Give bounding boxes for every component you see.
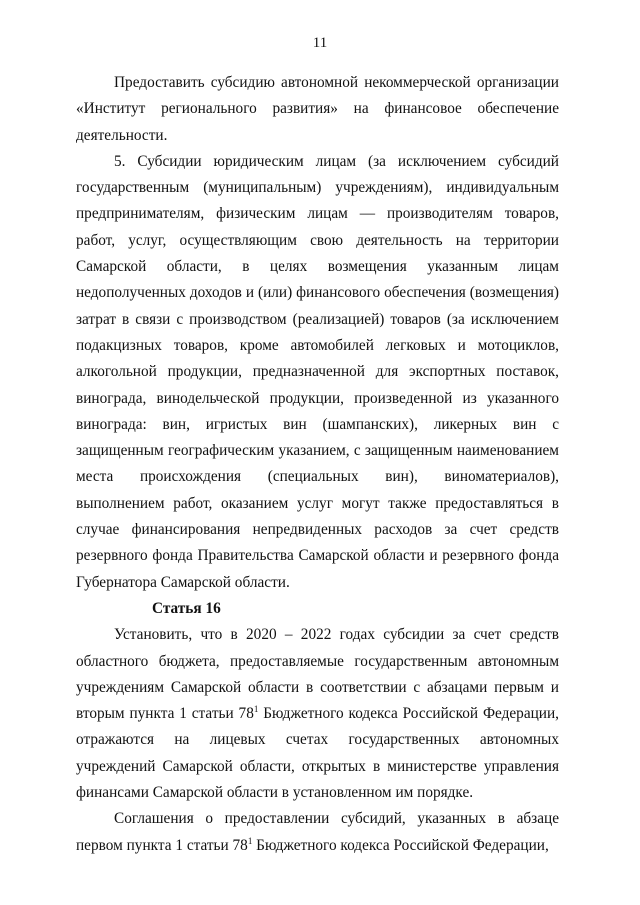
paragraph-item-5: 5. Субсидии юридическим лицам (за исключением субсидий государственным (муниципальным) учреждениям), индивидуальным предпринимателям, физическим лицам — производителям товаров, работ, услуг, осуществляющим свою деятельность на территории Самарской области, в целях возмещения указанным лицам недополученных доходов и (или) финансового обеспечения (возмещения) затрат в связи с производством (реализацией) товаров (за исключением подакцизных товаров, кроме автомобилей легковых и мотоциклов, алкогольной продукции, предназначенной для экспортных поставок, винограда, винодельческой продукции, произведенной из указанного винограда: вин, игристых вин (шампанских), ликерных вин с защищенным географическим указанием, с защищенным наименованием места происхождения (специальных вин), виноматериалов), выполнением работ, оказанием услуг могут также предоставляться в случае финансирования непредвиденных расходов за счет средств резервного фонда Правительства Самарской области и резервного фонда Губернатора Самарской области. xyxy=(76,152,559,591)
document-body xyxy=(76,70,559,859)
article-16-heading: Статья 16 xyxy=(152,599,221,617)
paragraph-article-16-second xyxy=(76,806,559,859)
paragraph-article-16-first xyxy=(76,622,559,806)
paragraph-subsidy-institute: Предоставить субсидию автономной некоммерческой организации «Институт регионального развития» на финансовое обеспечение деятельности. xyxy=(76,74,559,144)
article-16-p2-text-a: Соглашения о предоставлении субсидий, указанных в абзаце первом пункта 1 статьи 78 xyxy=(76,810,559,854)
article-16-p1-text-a: Установить, что в 2020 – 2022 годах субсидии за счет средств областного бюджета, предоставляемые государственным автономным учреждениям Самарской области в соответствии с абзацами первым и вторым пункта 1 статьи 78 xyxy=(76,626,559,723)
article-16-p2-text-b: Бюджетного кодекса Российской Федерации, xyxy=(252,836,549,854)
article-16-p1-text-b: Бюджетного кодекса Российской Федерации, отражаются на лицевых счетах государственных автономных учреждений Самарской области, открытых в министерстве управления финансами Самарской области в установленном им порядке. xyxy=(76,705,560,802)
superscript-1: 1 xyxy=(247,835,253,846)
superscript-1: 1 xyxy=(253,704,259,715)
page-number: 11 xyxy=(312,35,328,51)
